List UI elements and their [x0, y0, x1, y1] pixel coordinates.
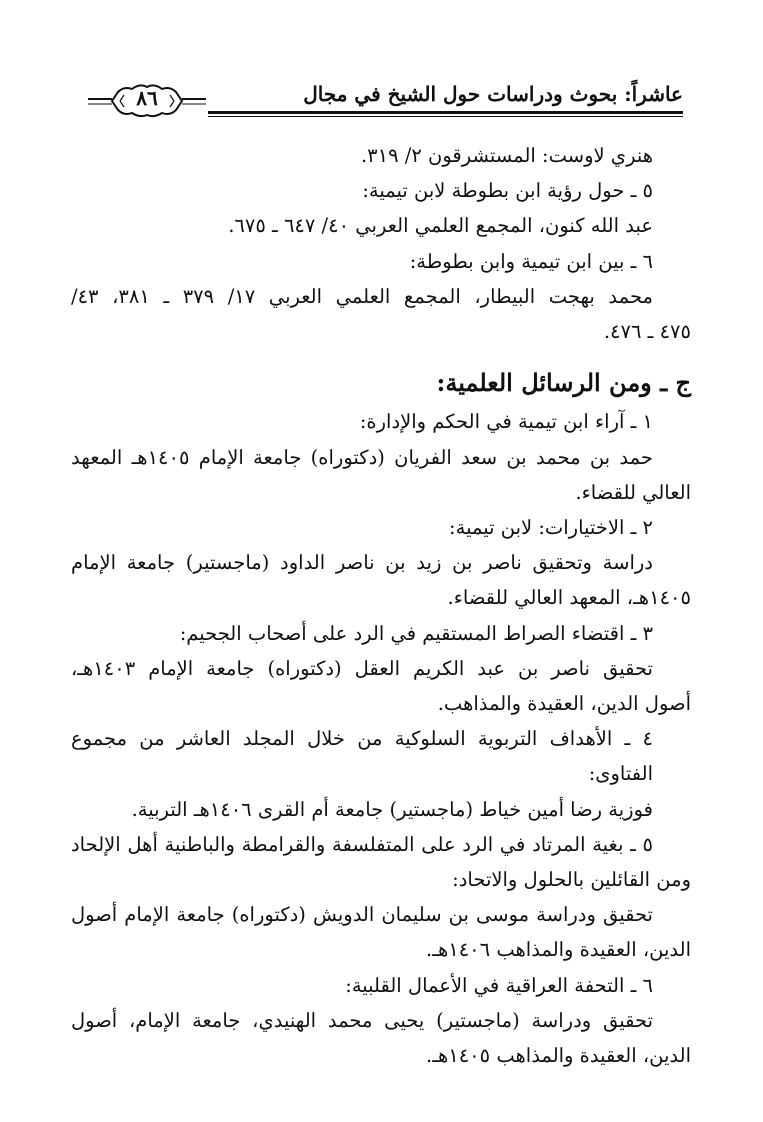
- list-item: دراسة وتحقيق ناصر بن زيد بن ناصر الداود (ماجستير) جامعة الإمام: [71, 551, 653, 575]
- header-rule-thick: [208, 111, 683, 114]
- text-line: هنري لاوست: المستشرقون ٢/ ٣١٩.: [360, 144, 653, 167]
- text-line: ٥ ـ حول رؤية ابن بطوطة لابن تيمية:: [362, 179, 653, 203]
- list-item: ٣ ـ اقتضاء الصراط المستقيم في الرد على أصحاب الجحيم:: [179, 621, 653, 645]
- list-item: الدين، العقيدة والمذاهب ١٤٠٥هـ.: [426, 1044, 691, 1068]
- text-line: محمد بهجت البيطار، المجمع العلمي العربي ١٧/ ٣٧٩ ـ ٣٨١، ٤٣/: [71, 284, 653, 308]
- list-item: فوزية رضا أمين خياط (ماجستير) جامعة أم القرى ١٤٠٦هـ التربية.: [131, 797, 653, 821]
- list-item: ١ ـ آراء ابن تيمية في الحكم والإدارة:: [359, 410, 653, 434]
- text-line: ٦ ـ بين ابن تيمية وابن بطوطة:: [409, 249, 653, 273]
- list-item: حمد بن محمد بن سعد الفريان (دكتوراه) جامعة الإمام ١٤٠٥هـ المعهد: [71, 445, 653, 469]
- page-number: ٨٦: [136, 86, 158, 110]
- list-item: تحقيق ودراسة (ماجستير) يحيى محمد الهنيدي، جامعة الإمام، أصول: [71, 1008, 653, 1032]
- list-item: ١٤٠٥هـ، المعهد العالي للقضاء.: [447, 586, 691, 610]
- page-body: [71, 138, 691, 1073]
- list-item: ٢ ـ الاختيارات: لابن تيمية:: [449, 516, 653, 540]
- list-item: تحقيق ناصر بن عبد الكريم العقل (دكتوراه) جامعة الإمام ١٤٠٣هـ،: [71, 656, 653, 680]
- section-heading: ج ـ ومن الرسائل العلمية:: [436, 368, 691, 398]
- page-header: [88, 80, 683, 120]
- list-item: ومن القائلين بالحلول والاتحاد:: [452, 868, 691, 892]
- page-number-ornament: [88, 80, 206, 120]
- list-item: ٦ ـ التحفة العراقية في الأعمال القلبية:: [345, 973, 653, 997]
- list-item: تحقيق ودراسة موسى بن سليمان الدويش (دكتوراه) جامعة الإمام أصول: [71, 903, 653, 927]
- list-item: ٥ ـ بغية المرتاد في الرد على المتفلسفة والقرامطة والباطنية أهل الإلحاد: [71, 832, 653, 856]
- header-rule-thin: [208, 116, 683, 117]
- text-line: عبد الله كنون، المجمع العلمي العربي ٤٠/ ٦٤٧ ـ ٦٧٥.: [228, 214, 653, 238]
- text-line: ٤٧٥ ـ ٤٧٦.: [603, 320, 691, 344]
- list-item: العالي للقضاء.: [575, 480, 691, 504]
- running-title: عاشراً: بحوث ودراسات حول الشيخ في مجال: [303, 82, 683, 106]
- list-item: ٤ ـ الأهداف التربوية السلوكية من خلال المجلد العاشر من مجموع الفتاوى:: [71, 727, 653, 786]
- list-item: الدين، العقيدة والمذاهب ١٤٠٦هـ.: [426, 938, 691, 962]
- list-item: أصول الدين، العقيدة والمذاهب.: [437, 692, 691, 716]
